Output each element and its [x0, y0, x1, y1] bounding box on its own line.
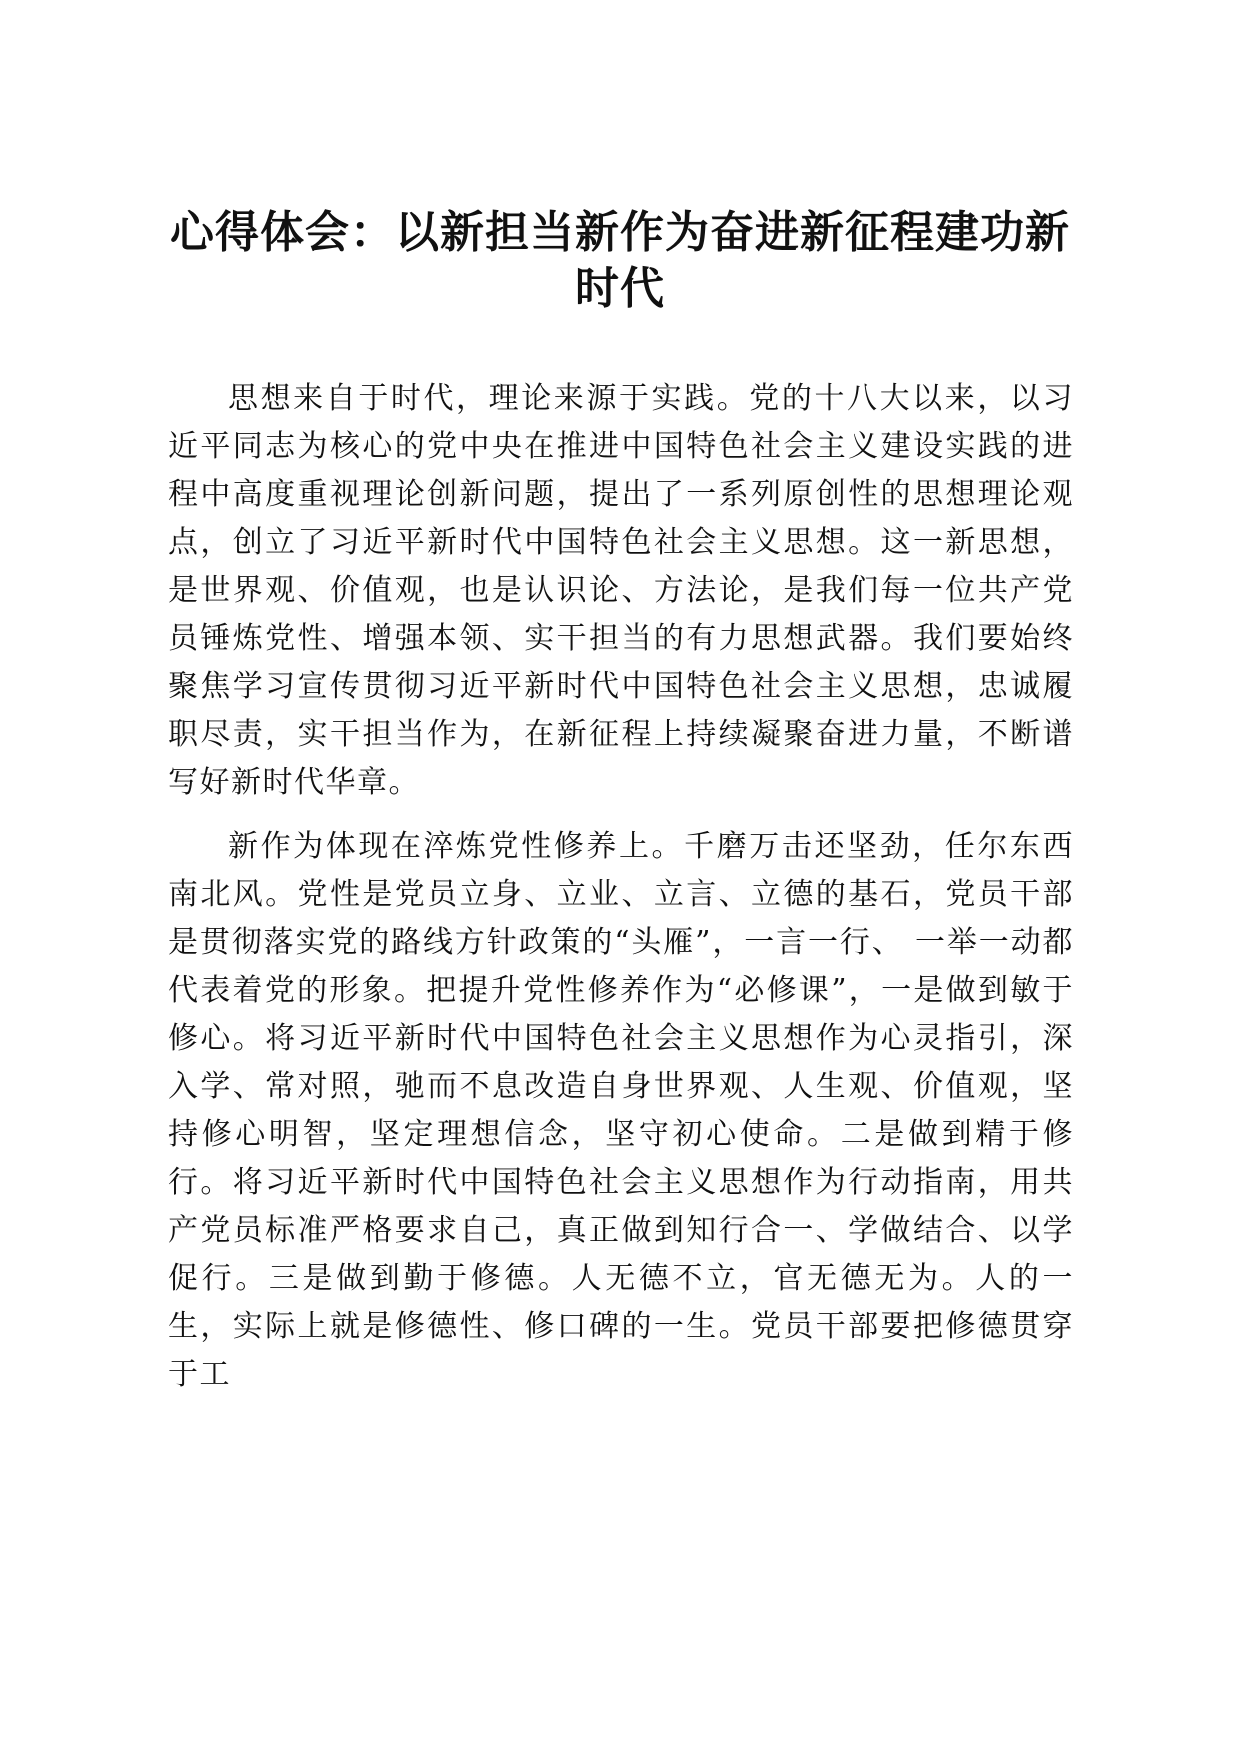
document-title: 心得体会：以新担当新作为奋进新征程建功新时代 — [170, 207, 1070, 314]
paragraph-1: 思想来自于时代，理论来源于实践。党的十八大以来，以习近平同志为核心的党中央在推进中国特色社会主义建设实践的进程中高度重视理论创新问题，提出了一系列原创性的思想理论观点，创立了习近平新时代中国特色社会主义思想。这一新思想，是世界观、价值观，也是认识论、方法论，是我们每一位共产党员锤炼党性、增强本领、实干担当的有力思想武器。我们要始终聚焦学习宣传贯彻习近平新时代中国特色社会主义思想，忠诚履职尽责，实干担当作为，在新征程上持续凝聚奋进力量，不断谱写好新时代华章。 — [168, 381, 1074, 800]
document-body — [168, 375, 1074, 1399]
paragraph-2: 新作为体现在淬炼党性修养上。千磨万击还坚劲，任尔东西南北风。党性是党员立身、立业、立言、立德的基石，党员干部是贯彻落实党的路线方针政策的“头雁”，一言一行、 一举一动都代表着党的形象。把提升党性修养作为“必修课”，一是做到敏于修心。将习近平新时代中国特色社会主义思想作为心灵指引，深入学、常对照，驰而不息改造自身世界观、人生观、价值观，坚持修心明智，坚定理想信念，坚守初心使命。二是做到精于修行。将习近平新时代中国特色社会主义思想作为行动指南，用共产党员标准严格要求自己，真正做到知行合一、学做结合、以学促行。三是做到勤于修德。人无德不立，官无德无为。人的一生，实际上就是修德性、修口碑的一生。党员干部要把修德贯穿于工 — [168, 829, 1074, 1392]
